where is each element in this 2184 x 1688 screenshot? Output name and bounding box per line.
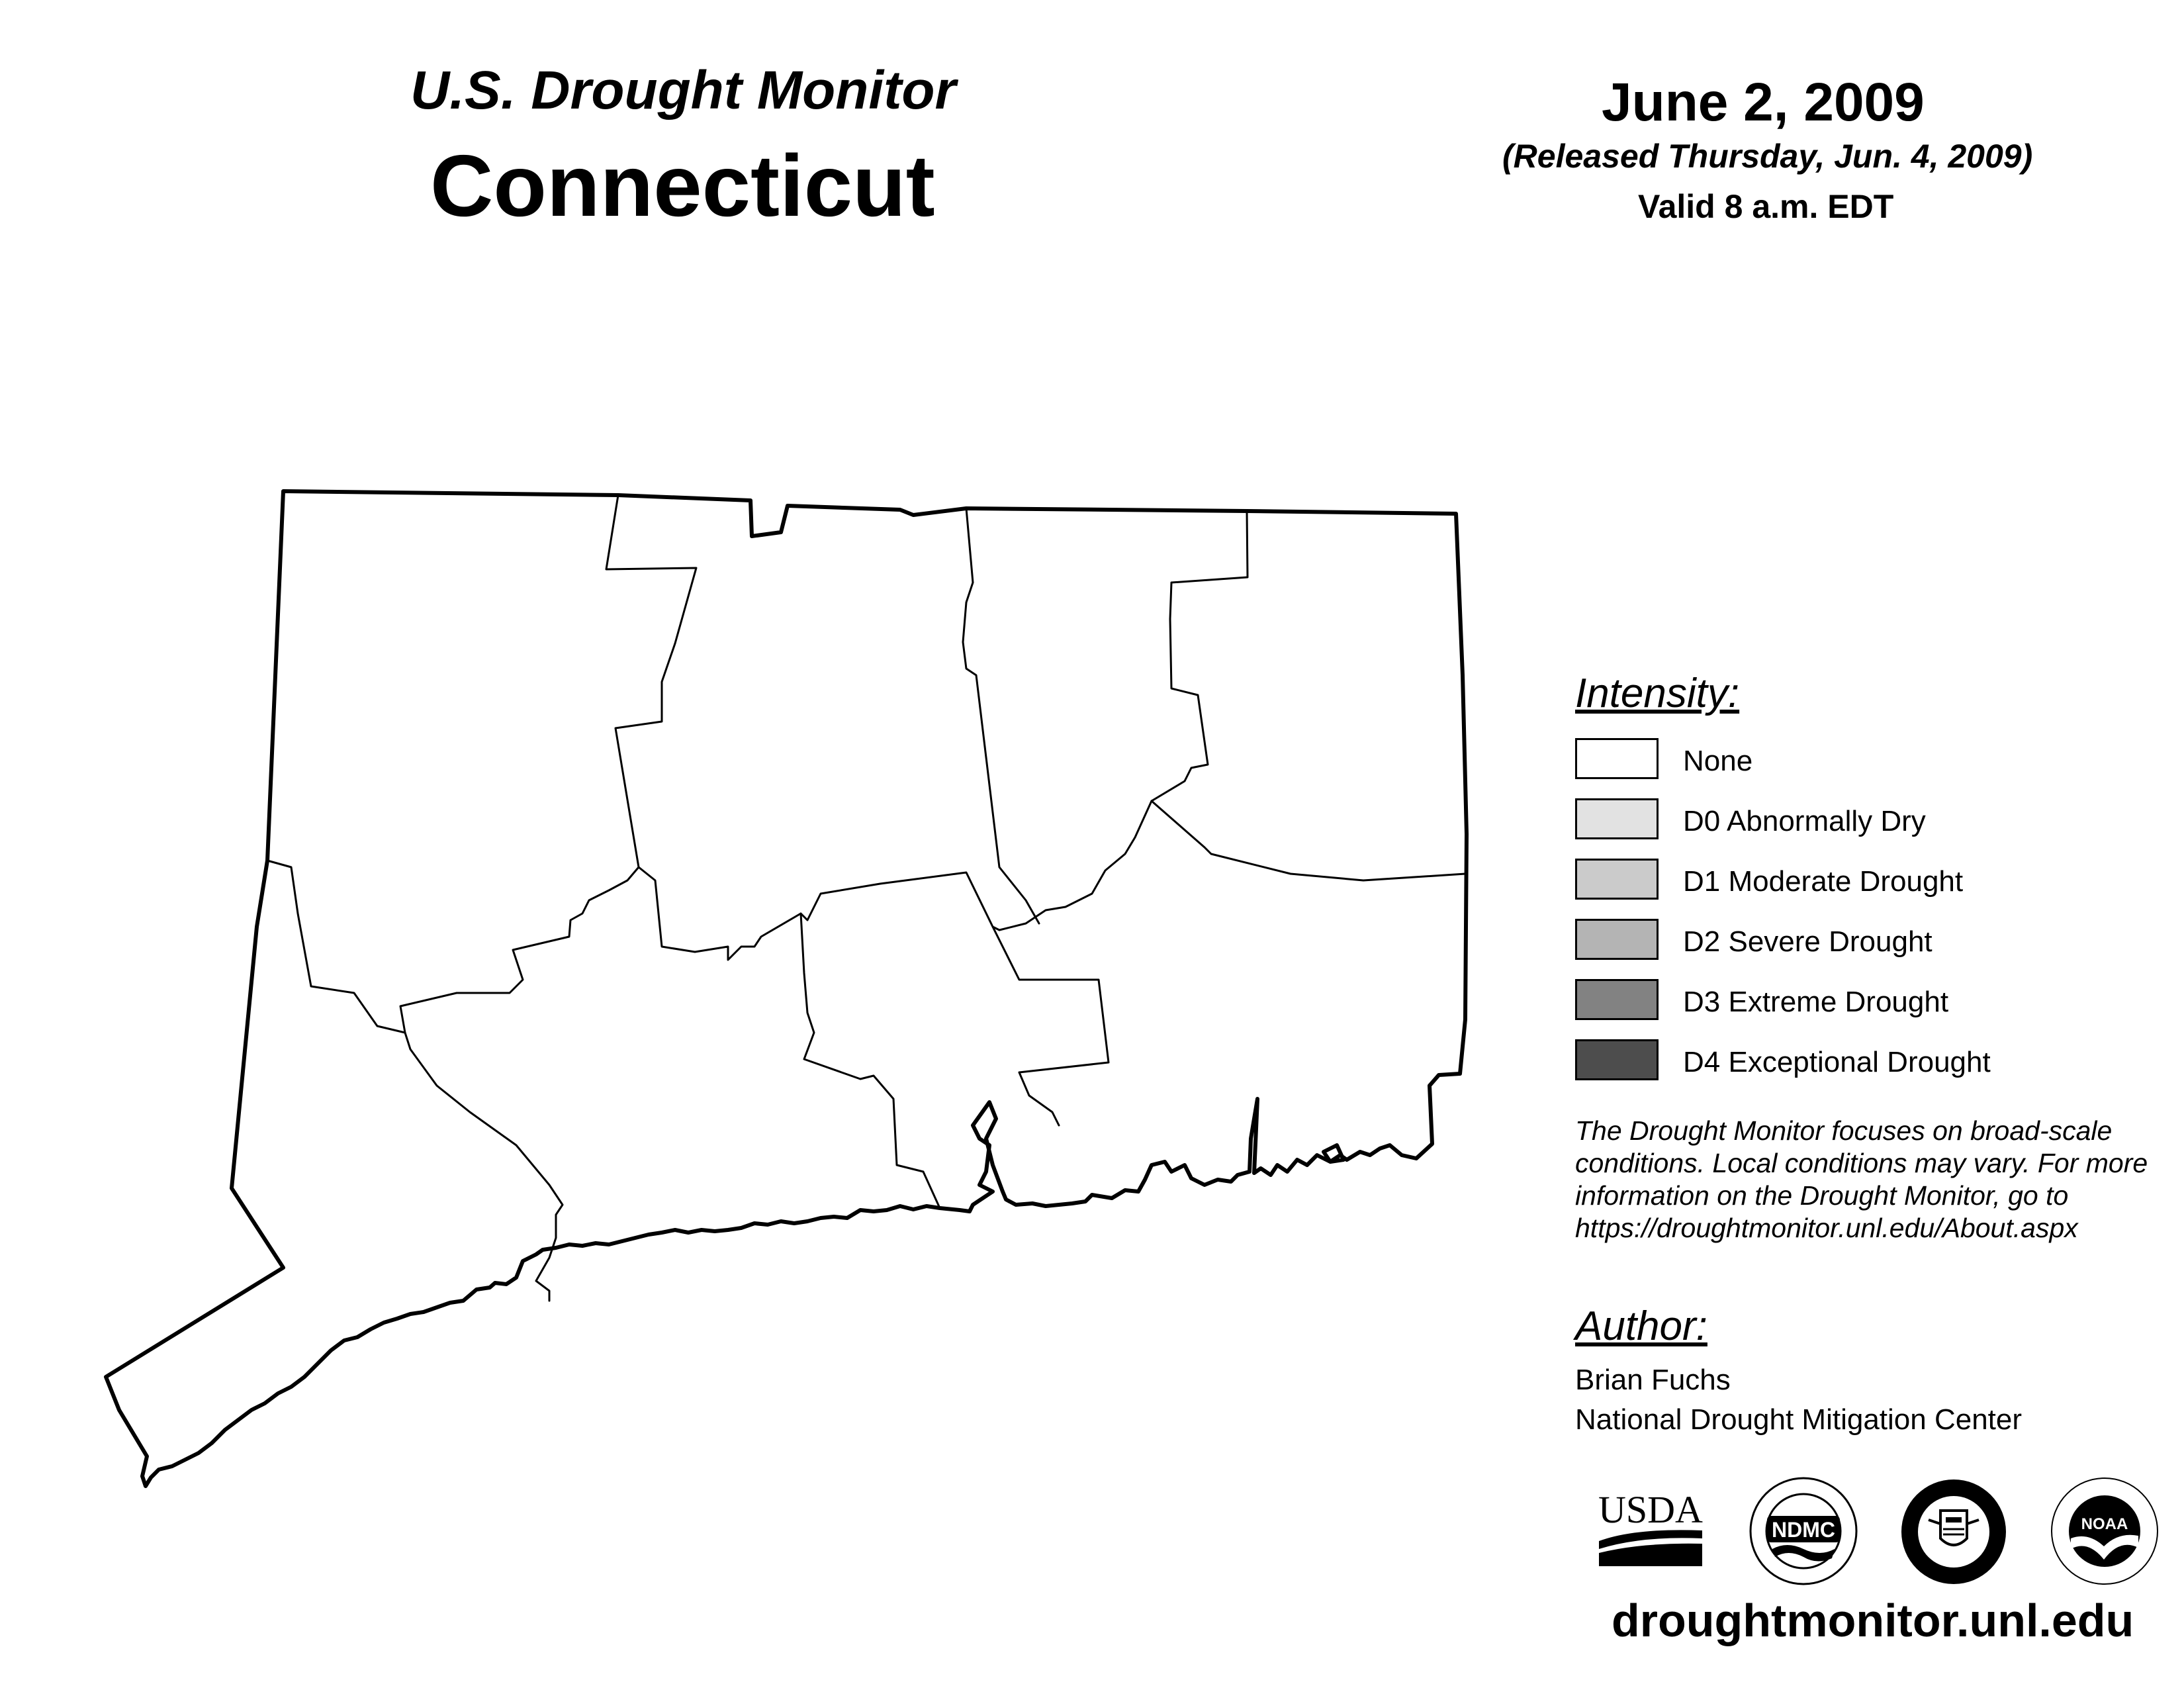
legend-title: Intensity: — [1575, 671, 1740, 716]
legend-swatch — [1575, 859, 1659, 900]
legend-label: D0 Abnormally Dry — [1683, 805, 1926, 837]
map-title: Connecticut — [430, 137, 935, 234]
legend-label: None — [1683, 745, 1753, 777]
commerce-seal-logo — [1899, 1477, 2008, 1586]
state-outline — [106, 491, 1467, 1486]
legend-label: D3 Extreme Drought — [1683, 986, 1949, 1018]
author-organization: National Drought Mitigation Center — [1575, 1403, 2023, 1436]
legend-swatch — [1575, 979, 1659, 1020]
noaa-logo-text: NOAA — [2081, 1515, 2128, 1533]
note-line: information on the Drought Monitor, go to — [1575, 1180, 2069, 1211]
footer-url[interactable]: droughtmonitor.unl.edu — [1612, 1595, 2134, 1646]
usda-logo-text: USDA — [1598, 1489, 1703, 1531]
legend-label: D1 Moderate Drought — [1683, 865, 1964, 898]
legend-label: D4 Exceptional Drought — [1683, 1046, 1991, 1078]
ndmc-logo — [1747, 1475, 1860, 1587]
legend-label: D2 Severe Drought — [1683, 925, 1933, 958]
author-name: Brian Fuchs — [1575, 1364, 1731, 1396]
author-title: Author: — [1575, 1303, 1707, 1349]
map-subtitle: U.S. Drought Monitor — [410, 60, 956, 120]
ndmc-logo-text: NDMC — [1772, 1518, 1835, 1542]
legend-swatch — [1575, 738, 1659, 779]
note-line: conditions. Local conditions may vary. For more — [1575, 1148, 2148, 1178]
valid-time: Valid 8 a.m. EDT — [1638, 188, 1894, 225]
release-date: (Released Thursday, Jun. 4, 2009) — [1502, 138, 2033, 175]
usda-logo — [1595, 1489, 1706, 1569]
legend-swatch — [1575, 798, 1659, 839]
note-line: The Drought Monitor focuses on broad-scale — [1575, 1115, 2113, 1146]
legend-swatch — [1575, 919, 1659, 960]
disclaimer-note — [1575, 1115, 2171, 1244]
noaa-logo — [2048, 1475, 2161, 1587]
note-line: https://droughtmonitor.unl.edu/About.aspx — [1575, 1213, 2078, 1243]
legend-swatch — [1575, 1039, 1659, 1080]
map-date: June 2, 2009 — [1602, 72, 1925, 132]
